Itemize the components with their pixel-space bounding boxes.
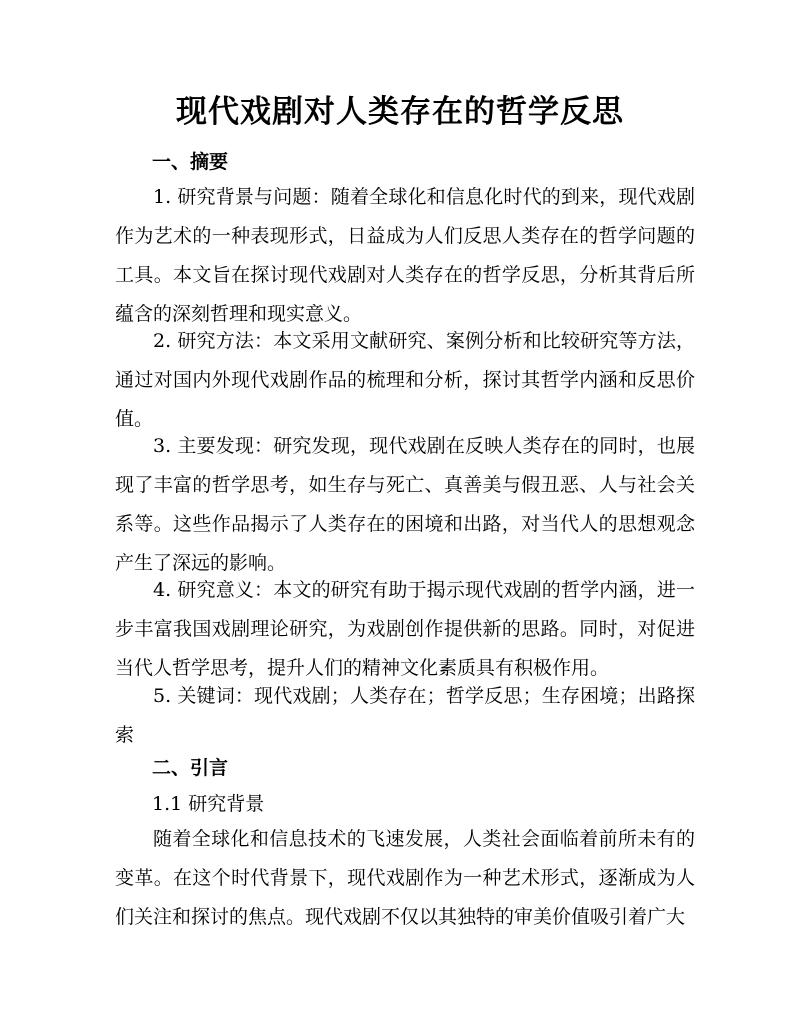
subsection-heading-background: 1.1 研究背景	[152, 793, 265, 815]
background-paragraph: 随着全球化和信息技术的飞速发展，人类社会面临着前所未有的变革。在这个时代背景下，现代戏剧作为一种艺术形式，逐渐成为人们关注和探讨的焦点。现代戏剧不仅以其独特的审美价值吸引着广大	[115, 828, 695, 928]
abstract-item-5: 5. 关键词：现代戏剧；人类存在；哲学反思；生存困境；出路探索	[115, 685, 695, 746]
section-heading-introduction: 二、引言	[152, 757, 229, 779]
abstract-item-2: 2. 研究方法：本文采用文献研究、案例分析和比较研究等方法，通过对国内外现代戏剧作品的梳理和分析，探讨其哲学内涵和反思价值。	[115, 330, 695, 430]
abstract-item-3: 3. 主要发现：研究发现，现代戏剧在反映人类存在的同时，也展现了丰富的哲学思考，如生存与死亡、真善美与假丑恶、人与社会关系等。这些作品揭示了人类存在的困境和出路，对当代人的思想观念产生了深远的影响。	[115, 435, 695, 574]
section-heading-abstract: 一、摘要	[152, 151, 229, 173]
document-title: 现代戏剧对人类存在的哲学反思	[176, 94, 624, 130]
abstract-item-4: 4. 研究意义：本文的研究有助于揭示现代戏剧的哲学内涵，进一步丰富我国戏剧理论研究，为戏剧创作提供新的思路。同时，对促进当代人哲学思考，提升人们的精神文化素质具有积极作用。	[115, 579, 695, 679]
abstract-item-1: 1. 研究背景与问题：随着全球化和信息化时代的到来，现代戏剧作为艺术的一种表现形式，日益成为人们反思人类存在的哲学问题的工具。本文旨在探讨现代戏剧对人类存在的哲学反思，分析其背后所蕴含的深刻哲理和现实意义。	[115, 186, 695, 325]
